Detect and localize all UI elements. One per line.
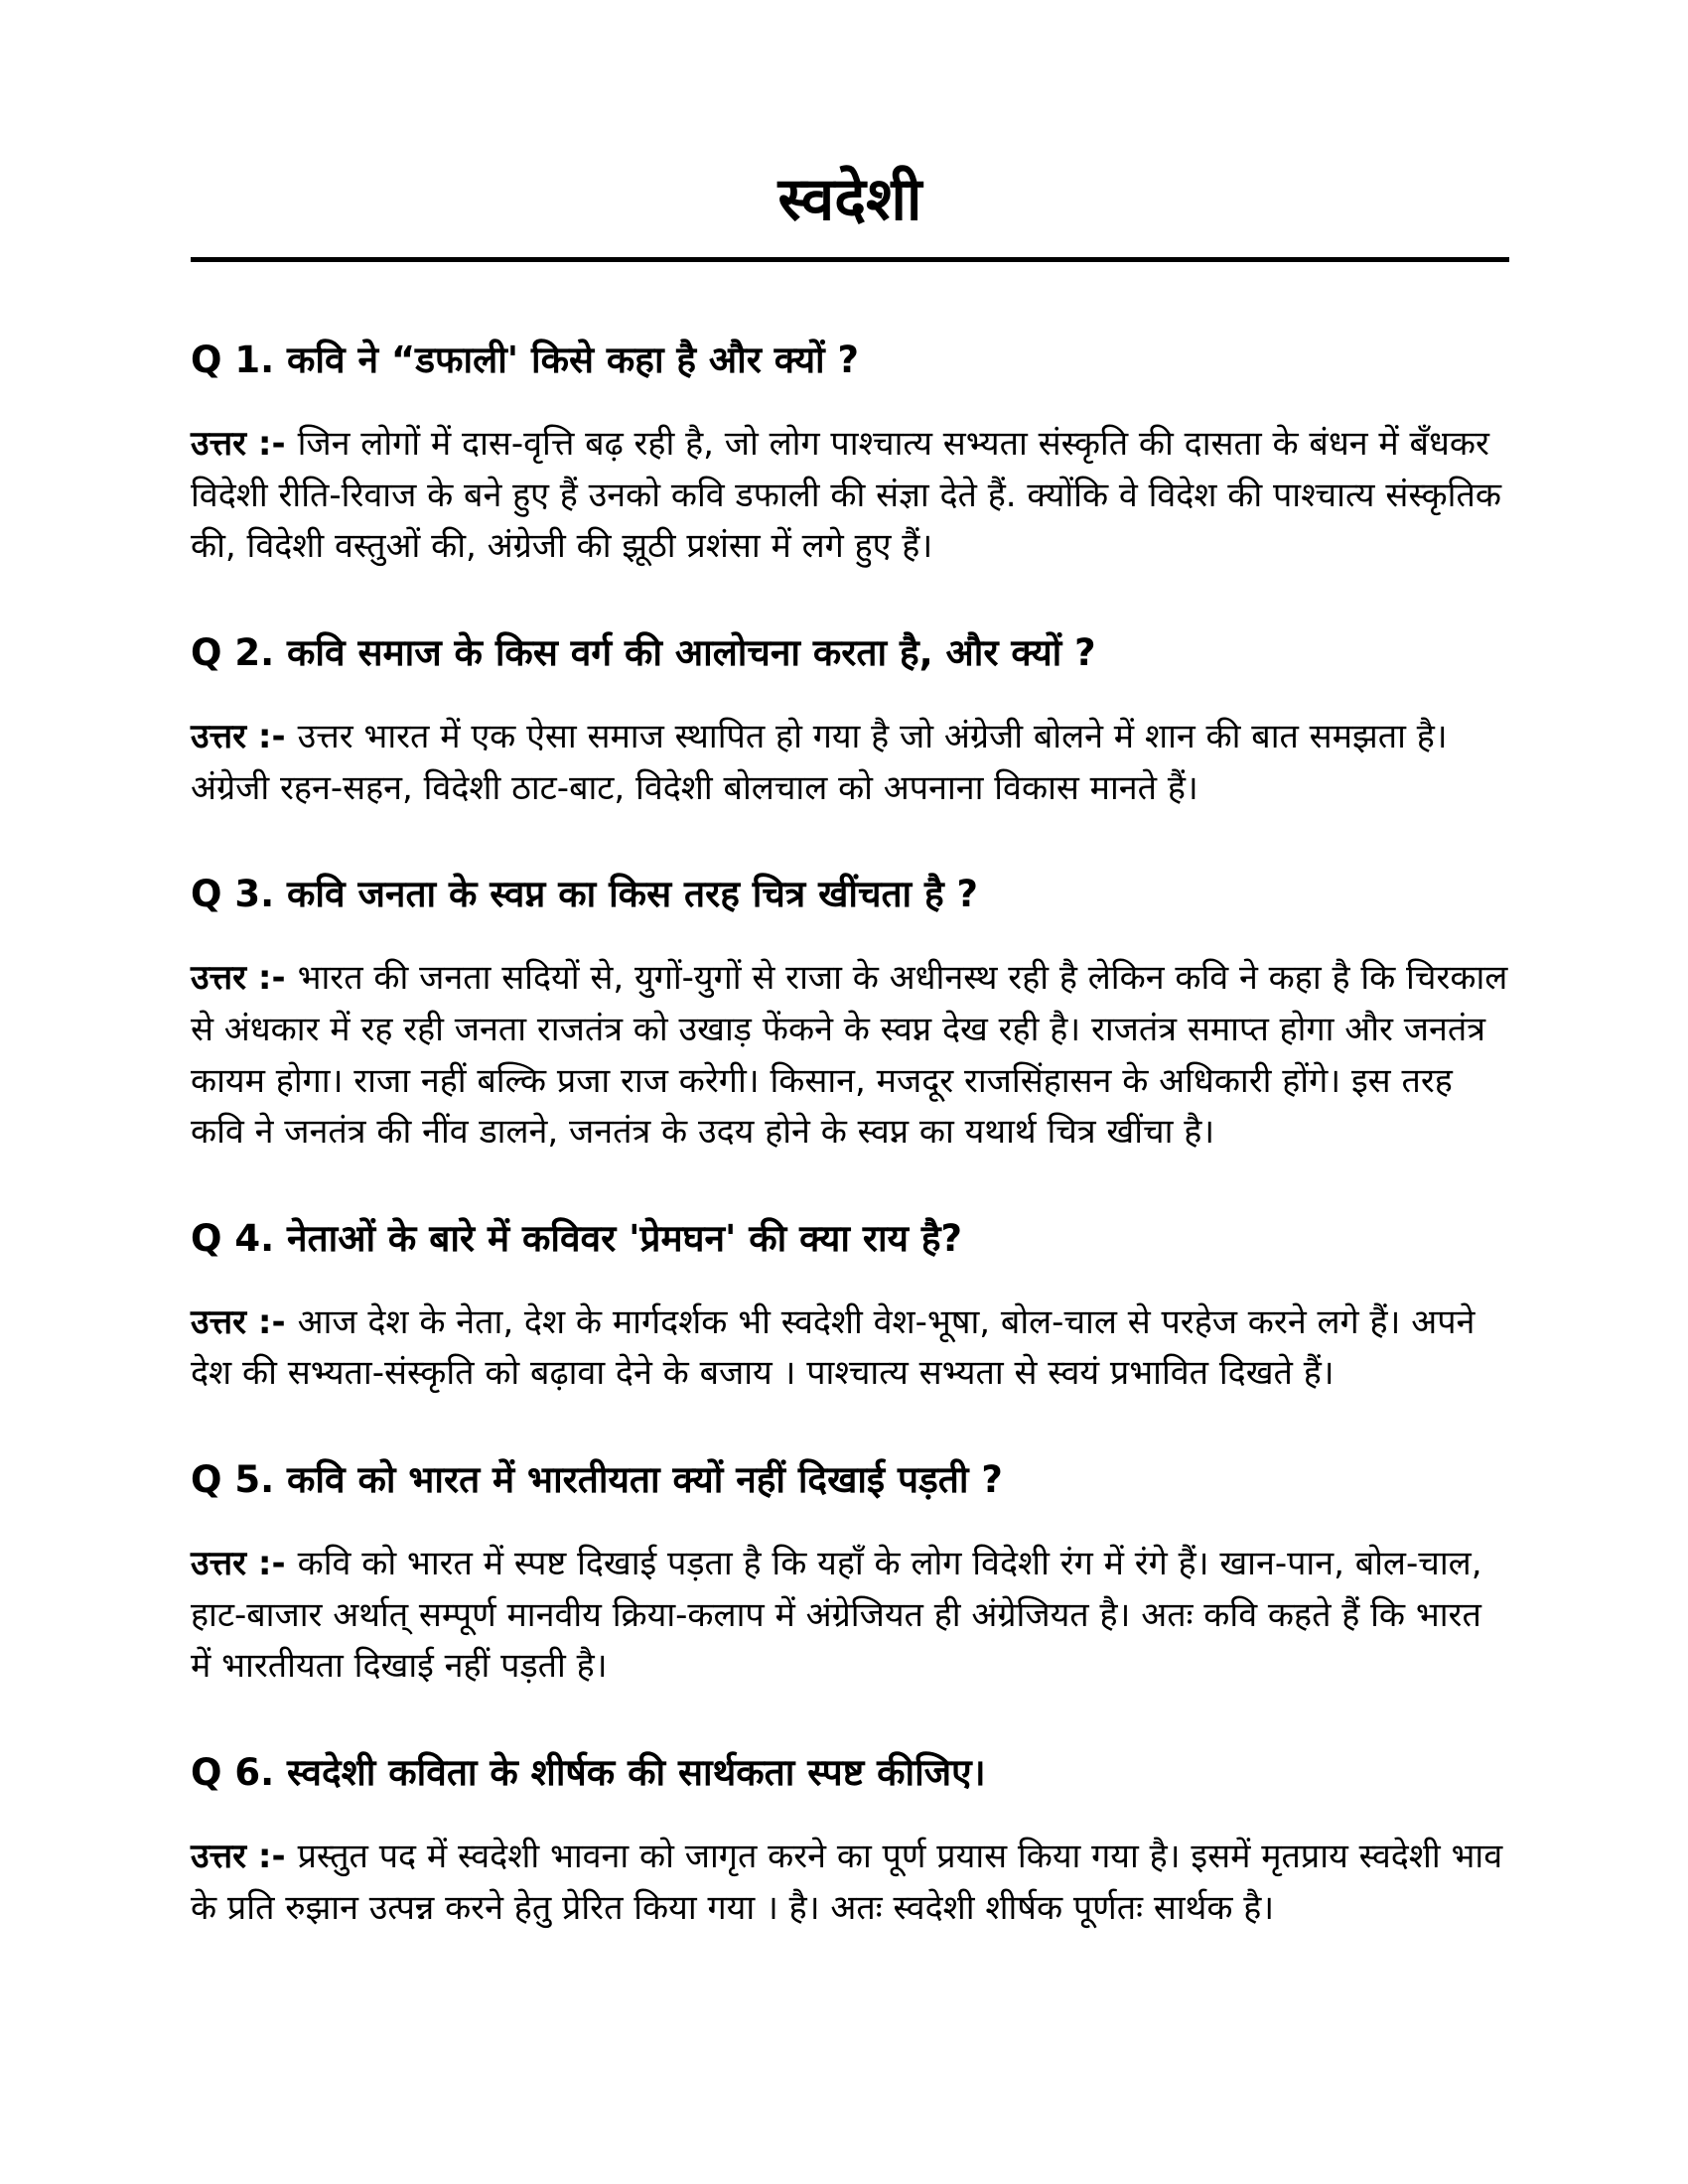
answer-5-paragraph (191, 1539, 1509, 1693)
answer-1-prefix-label: उत्तर :- (191, 423, 286, 464)
answer-3-text: भारत की जनता सदियों से, युगों-युगों से राजा के अधीनस्थ रही है लेकिन कवि ने कहा है कि चिरकाल से अंधकार में रह रही जनता राजतंत्र को उखाड़ फेंकने के स्वप्न देख रही है। राजतंत्र समाप्त होगा और जनतंत्र कायम होगा। राजा नहीं बल्कि प्रजा राज करेगी। किसान, मजदूर राजसिंहासन के अधिकारी होंगे। इस तरह कवि ने जनतंत्र की नींव डालने, जनतंत्र के उदय होने के स्वप्न का यथार्थ चित्र खींचा है। (191, 958, 1508, 1153)
qa-section-2 (191, 628, 1509, 814)
document-title: स्वदेशी (777, 165, 922, 234)
answer-4-paragraph (191, 1297, 1509, 1400)
title-underline-divider (191, 257, 1509, 262)
qa-section-5 (191, 1455, 1509, 1693)
question-6-heading: Q 6. स्वदेशी कविता के शीर्षक की सार्थकता स्पष्ट कीजिए। (191, 1751, 986, 1795)
question-2-heading: Q 2. कवि समाज के किस वर्ग की आलोचना करता है, और क्यों ? (191, 630, 1096, 674)
question-3-heading: Q 3. कवि जनता के स्वप्न का किस तरह चित्र खींचता है ? (191, 873, 979, 916)
answer-3-paragraph (191, 953, 1509, 1159)
answer-6-text: प्रस्तुत पद में स्वदेशी भावना को जागृत करने का पूर्ण प्रयास किया गया है। इसमें मृतप्राय स्वदेशी भाव के प्रति रुझान उत्पन्न करने हेतु प्रेरित किया गया । है। अतः स्वदेशी शीर्षक पूर्णतः सार्थक है। (191, 1837, 1503, 1928)
answer-4-text: आज देश के नेता, देश के मार्गदर्शक भी स्वदेशी वेश-भूषा, बोल-चाल से परहेज करने लगे हैं। अपने देश की सभ्यता-संस्कृति को बढ़ावा देने के बजाय । पाश्चात्य सभ्यता से स्वयं प्रभावित दिखते हैं। (191, 1301, 1476, 1394)
answer-2-text: उत्तर भारत में एक ऐसा समाज स्थापित हो गया है जो अंग्रेजी बोलने में शान की बात समझता है। अंग्रेजी रहन-सहन, विदेशी ठाट-बाट, विदेशी बोलचाल को अपनाना विकास मानते हैं। (191, 716, 1448, 808)
answer-1-text: जिन लोगों में दास-वृत्ति बढ़ रही है, जो लोग पाश्चात्य सभ्यता संस्कृति की दासता के बंधन में बँधकर विदेशी रीति-रिवाज के बने हुए हैं उनको कवि डफाली की संज्ञा देते हैं. क्योंकि वे विदेश की पाश्चात्य संस्कृतिक की, विदेशी वस्तुओं की, अंग्रेजी की झूठी प्रशंसा में लगे हुए हैं। (191, 423, 1501, 567)
answer-6-paragraph (191, 1832, 1509, 1934)
answer-2-prefix-label: उत्तर :- (191, 716, 286, 756)
question-1-heading: Q 1. कवि ने “डफाली' किसे कहा है और क्यों ? (191, 339, 859, 381)
answer-6-prefix-label: उत्तर :- (191, 1837, 286, 1877)
answer-4-prefix-label: उत्तर :- (191, 1301, 286, 1342)
qa-section-6 (191, 1748, 1509, 1934)
question-4-heading: Q 4. नेताओं के बारे में कविवर 'प्रेमघन' की क्या राय है? (191, 1216, 962, 1260)
answer-2-paragraph (191, 712, 1509, 814)
qa-section-1 (191, 336, 1509, 573)
answer-1-paragraph (191, 419, 1509, 573)
question-5-heading: Q 5. कवि को भारत में भारतीयता क्यों नहीं दिखाई पड़ती ? (191, 1458, 1003, 1502)
answer-3-prefix-label: उत्तर :- (191, 958, 286, 999)
qa-section-3 (191, 870, 1509, 1159)
answer-5-text: कवि को भारत में स्पष्ट दिखाई पड़ता है कि यहाँ के लोग विदेशी रंग में रंगे हैं। खान-पान, बोल-चाल, हाट-बाजार अर्थात् सम्पूर्ण मानवीय क्रिया-कलाप में अंग्रेजियत ही अंग्रेजियत है। अतः कवि कहते हैं कि भारत में भारतीयता दिखाई नहीं पड़ती है। (191, 1544, 1482, 1687)
answer-5-prefix-label: उत्तर :- (191, 1544, 286, 1584)
qa-section-4 (191, 1214, 1509, 1400)
